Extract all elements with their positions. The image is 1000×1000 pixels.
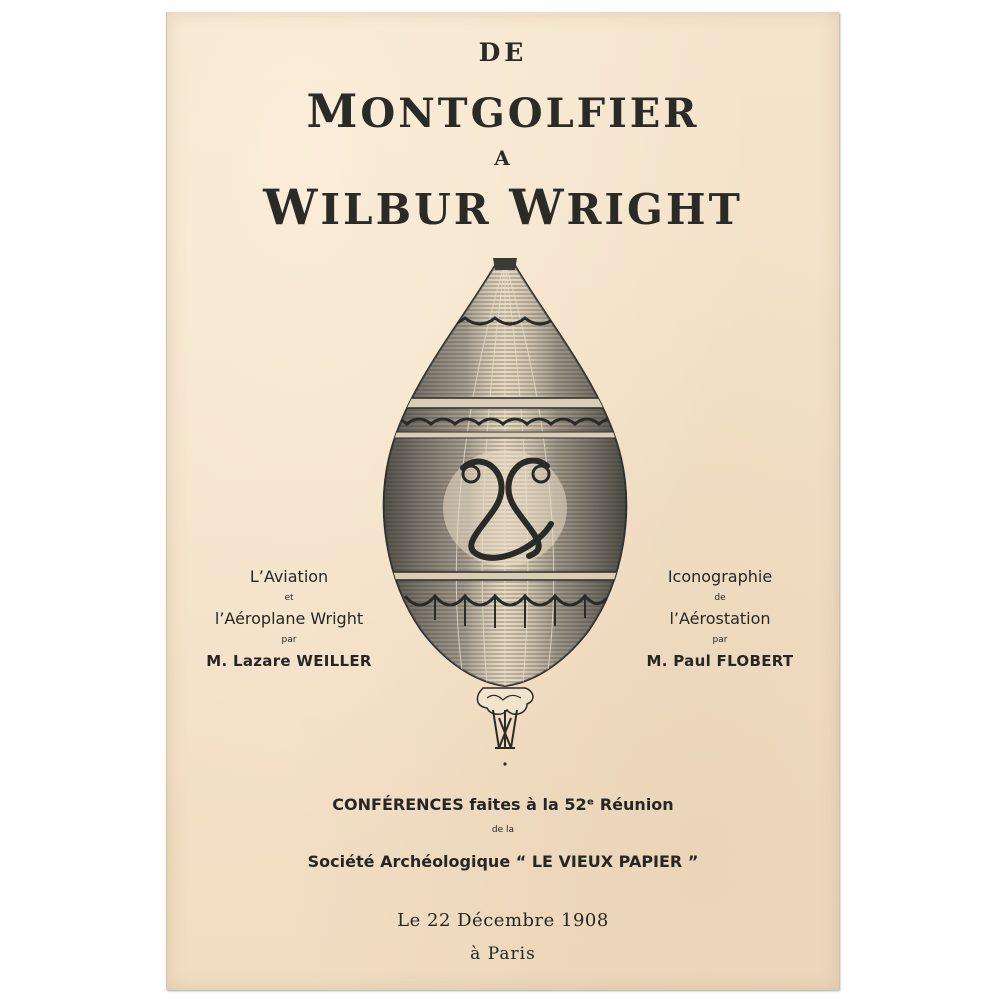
conference-de-la: de la <box>491 825 515 835</box>
document-page <box>166 12 839 990</box>
balloon-illustration <box>375 248 635 768</box>
right-by: par <box>712 635 728 645</box>
right-topic-line2: de <box>714 593 726 603</box>
title-wilbur-initial: W <box>263 180 321 236</box>
left-topic-line2: et <box>284 593 294 603</box>
left-topic-line3: l’Aéroplane Wright <box>214 609 364 628</box>
society-name: Société Archéologique “ LE VIEUX PAPIER ” <box>307 852 699 871</box>
title-montgolfier-rest: ONTGOLFIER <box>360 90 700 137</box>
title-line-montgolfier <box>167 84 839 138</box>
title-line-a: A <box>494 146 512 170</box>
left-topic-line1: L’Aviation <box>249 567 329 586</box>
balloon-envelope <box>375 248 635 688</box>
title-wilbur-rest: ILBUR <box>320 185 510 234</box>
right-topic-line3: l’Aérostation <box>669 609 771 628</box>
left-author: M. Lazare WEILLER <box>206 652 372 670</box>
title-montgolfier-initial: M <box>306 84 361 138</box>
event-date: Le 22 Décembre 1908 <box>397 910 609 931</box>
right-topic-line1: Iconographie <box>667 567 773 586</box>
title-line-de: DE <box>478 38 528 67</box>
conference-heading <box>167 795 839 814</box>
right-column <box>600 567 840 671</box>
left-by: par <box>281 635 297 645</box>
title-wright-initial: W <box>509 180 567 236</box>
right-author: M. Paul FLOBERT <box>646 652 794 670</box>
balloon-gallery <box>477 688 533 766</box>
left-column <box>169 567 409 671</box>
title-line-wilbur-wright <box>167 180 839 236</box>
conference-rest: faites à la 52ᵉ Réunion <box>463 795 674 814</box>
title-wright-rest: RIGHT <box>566 185 743 234</box>
conference-bold: CONFÉRENCES <box>332 795 464 814</box>
event-place: à Paris <box>470 944 536 964</box>
